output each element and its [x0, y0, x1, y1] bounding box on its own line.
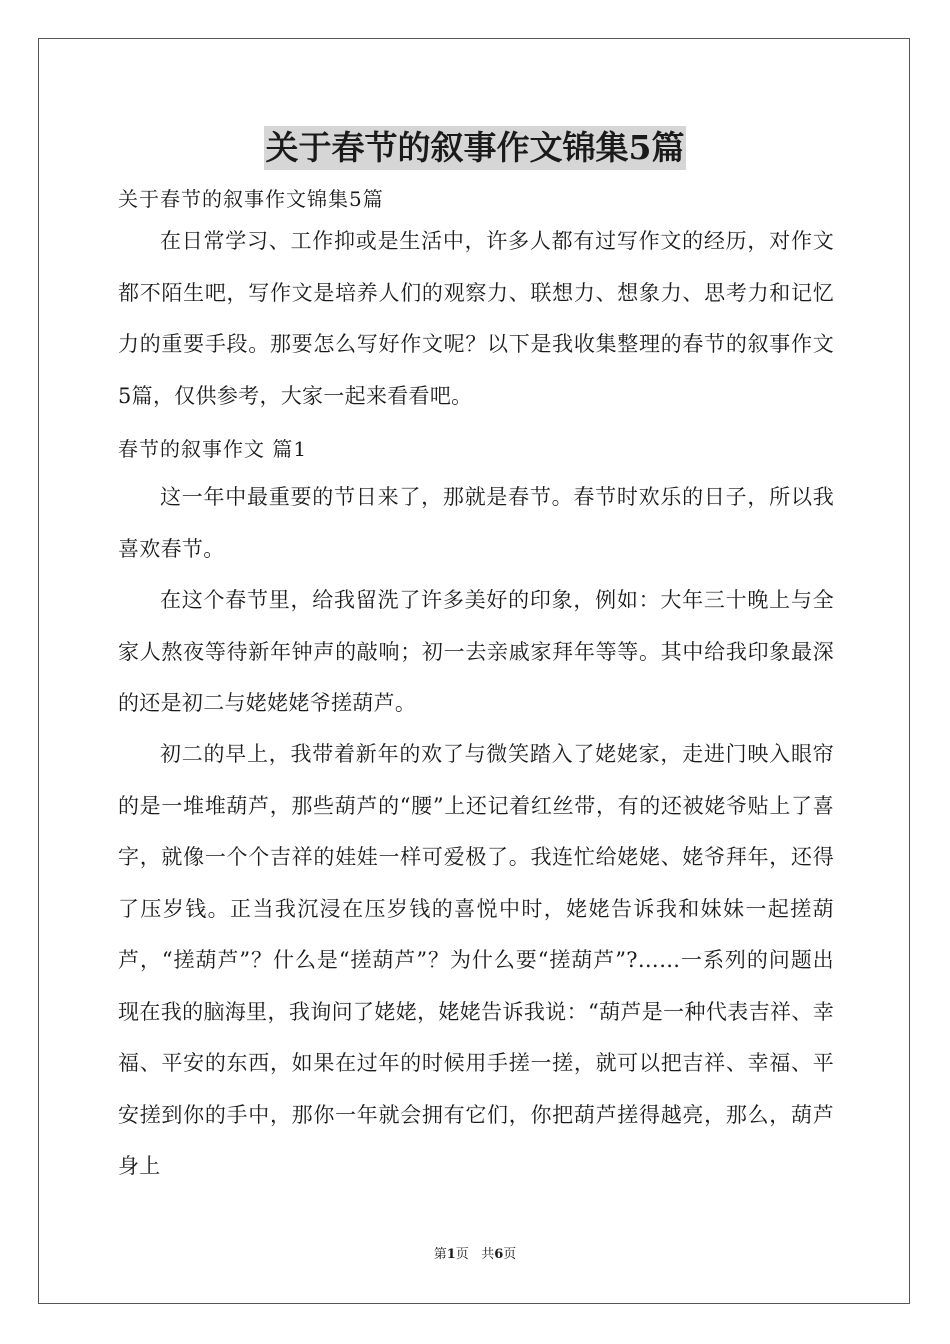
document-title-text: 关于春节的叙事作文锦集5篇	[264, 126, 687, 170]
body-paragraph: 这一年中最重要的节日来了，那就是春节。春节时欢乐的日子，所以我喜欢春节。	[118, 485, 834, 561]
footer-total-number: 6	[494, 1247, 504, 1262]
footer-page-prefix: 第	[433, 1247, 447, 1262]
footer-total-prefix: 共	[481, 1247, 495, 1262]
document-title	[0, 126, 950, 172]
document-subtitle: 关于春节的叙事作文锦集5篇	[118, 187, 384, 211]
intro-paragraph: 在日常学习、工作抑或是生活中，许多人都有过写作文的经历，对作文都不陌生吧，写作文是培养人们的观察力、联想力、想象力、思考力和记忆力的重要手段。那要怎么写好作文呢？以下是我收集整理的春节的叙事作文5篇，仅供参考，大家一起来看看吧。	[118, 229, 834, 408]
footer-page-suffix: 页	[455, 1247, 469, 1262]
page-footer	[0, 1246, 950, 1264]
footer-page-number: 1	[446, 1247, 456, 1262]
footer-total-suffix: 页	[503, 1247, 517, 1262]
body-paragraph: 初二的早上，我带着新年的欢了与微笑踏入了姥姥家，走进门映入眼帘的是一堆堆葫芦，那些葫芦的“腰”上还记着红丝带，有的还被姥爷贴上了喜字，就像一个个吉祥的娃娃一样可爱极了。我连忙给姥姥、姥爷拜年，还得了压岁钱。正当我沉浸在压岁钱的喜悦中时，姥姥告诉我和妹妹一起搓葫芦，“搓葫芦”？什么是“搓葫芦”？为什么要“搓葫芦”?……一系列的问题出现在我的脑海里，我询问了姥姥，姥姥告诉我说：“葫芦是一种代表吉祥、幸福、平安的东西，如果在过年的时候用手搓一搓，就可以把吉祥、幸福、平安搓到你的手中，那你一年就会拥有它们，你把葫芦搓得越亮，那么，葫芦身上	[118, 742, 834, 1178]
section-heading: 春节的叙事作文 篇1	[118, 437, 308, 461]
body-paragraph: 在这个春节里，给我留洗了许多美好的印象，例如：大年三十晚上与全家人熬夜等待新年钟声的敲响；初一去亲戚家拜年等等。其中给我印象最深的还是初二与姥姥姥爷搓葫芦。	[118, 588, 834, 715]
